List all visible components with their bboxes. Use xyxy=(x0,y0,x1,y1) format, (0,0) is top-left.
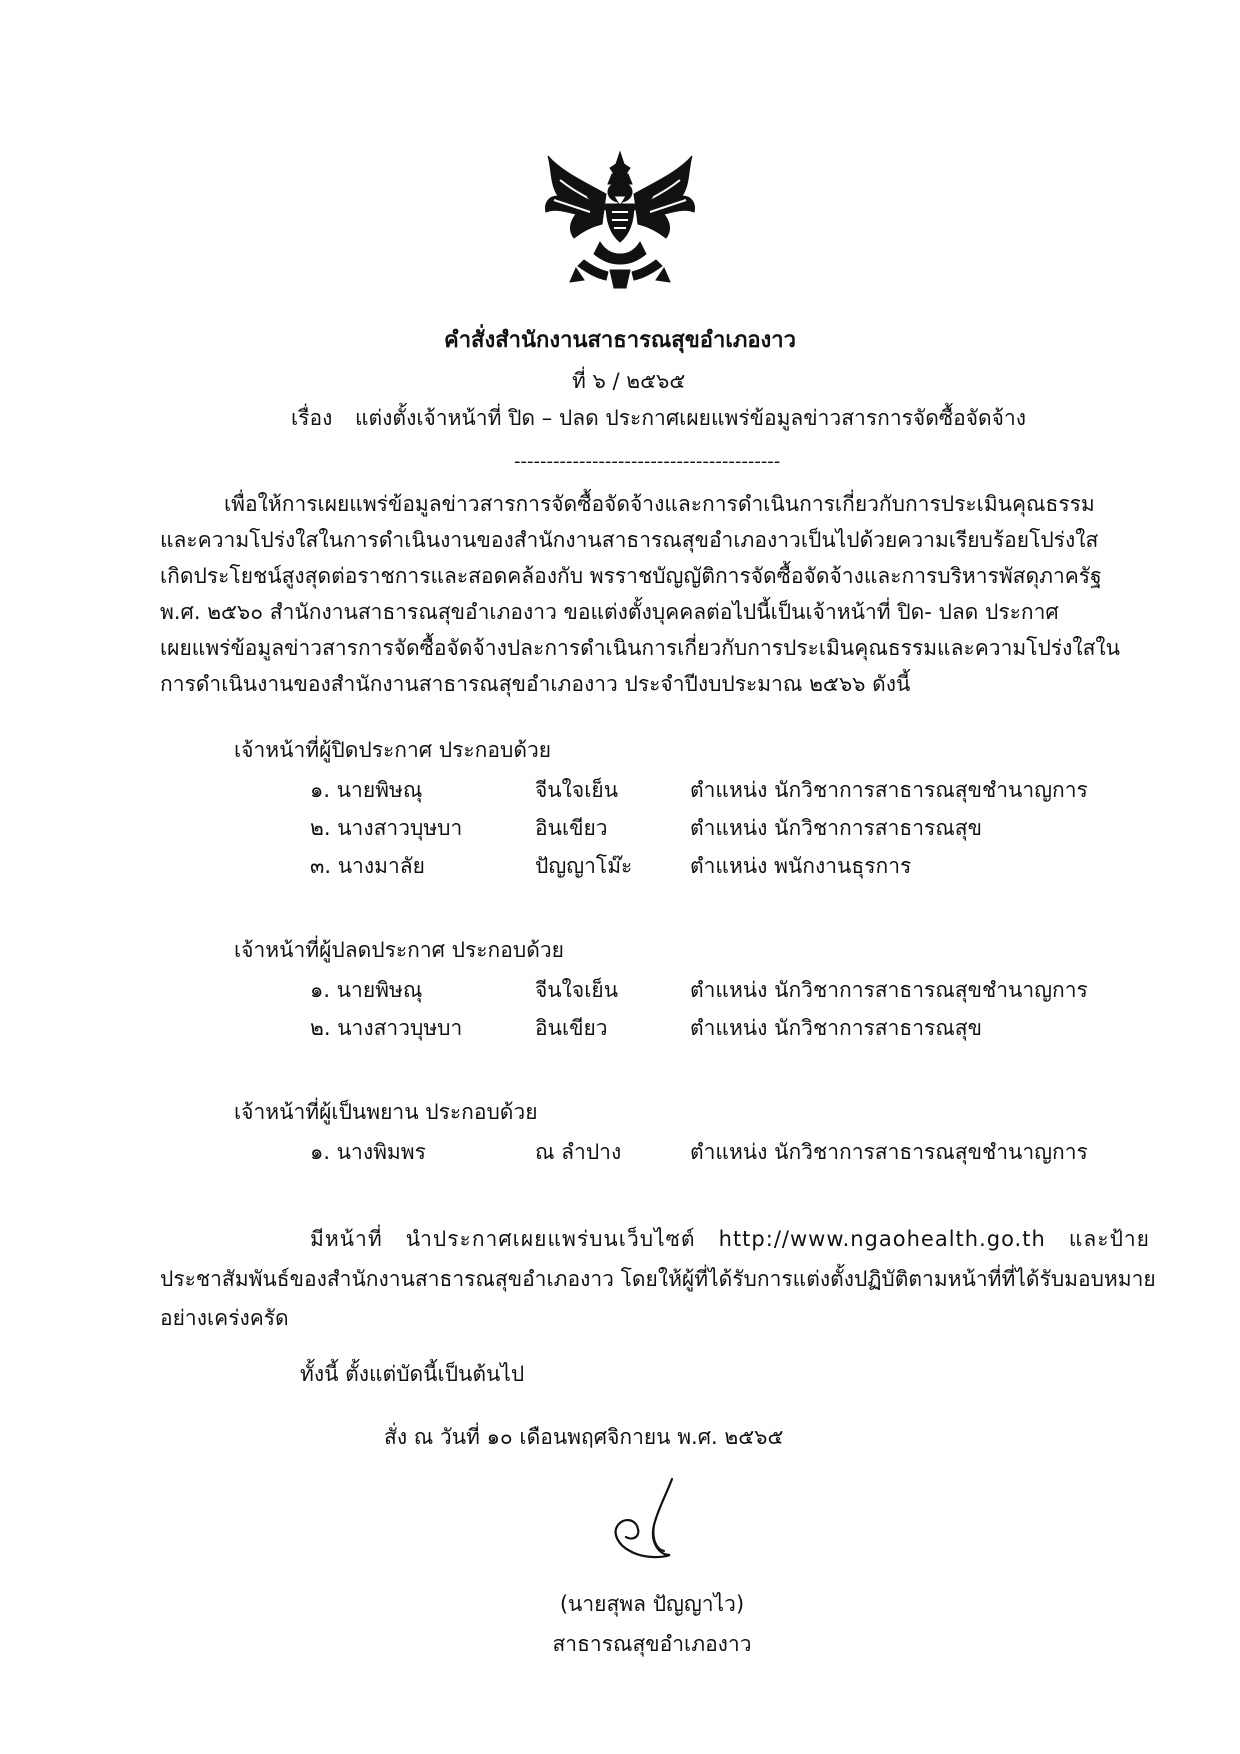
member-surname: จีนใจเย็น xyxy=(535,978,619,1002)
member-name: ๒. นางสาวบุษบา xyxy=(310,1016,463,1040)
member-position: ตำแหน่ง นักวิชาการสาธารณสุขชำนาญการ xyxy=(690,978,1088,1002)
member-name: ๓. นางมาลัย xyxy=(310,854,425,878)
document-title: คำสั่งสำนักงานสาธารณสุขอำเภองาว xyxy=(443,328,797,353)
intro-line: และความโปร่งใสในการดำเนินงานของสำนักงานสาธารณสุขอำเภองาวเป็นไปด้วยความเรียบร้อยโปร่งใส xyxy=(160,528,1099,552)
member-surname: จีนใจเย็น xyxy=(535,778,619,802)
group-heading-removers: เจ้าหน้าที่ผู้ปลดประกาศ ประกอบด้วย xyxy=(234,938,564,962)
member-position: ตำแหน่ง นักวิชาการสาธารณสุขชำนาญการ xyxy=(690,778,1088,802)
member-row xyxy=(0,850,1240,882)
member-position: ตำแหน่ง นักวิชาการสาธารณสุขชำนาญการ xyxy=(690,1140,1088,1164)
duty-line: อย่างเคร่งครัด xyxy=(160,1306,289,1330)
member-position: ตำแหน่ง นักวิชาการสาธารณสุข xyxy=(690,1016,982,1040)
intro-line: พ.ศ. ๒๕๖๐ สำนักงานสาธารณสุขอำเภองาว ขอแต่งตั้งบุคคลต่อไปนี้เป็นเจ้าหน้าที่ ปิด- ปลด ประกาศ xyxy=(160,600,1059,624)
member-row xyxy=(0,812,1240,844)
duty-line: ประชาสัมพันธ์ของสำนักงานสาธารณสุขอำเภองาว โดยให้ผู้ที่ได้รับการแต่งตั้งปฏิบัติตามหน้าที่ที่ได้รับมอบหมาย xyxy=(160,1267,1156,1291)
member-row xyxy=(0,1136,1240,1168)
duty-line: มีหน้าที่ นำประกาศเผยแพร่บนเว็บไซต์ http://www.ngaohealth.go.th และป้าย xyxy=(310,1227,1150,1251)
member-name: ๑. นายพิษณุ xyxy=(310,778,423,802)
divider-line: ----------------------------------------- xyxy=(514,451,781,472)
group-heading-witnesses: เจ้าหน้าที่ผู้เป็นพยาน ประกอบด้วย xyxy=(234,1100,538,1124)
member-surname: อินเขียว xyxy=(535,1016,608,1040)
group-heading-posters: เจ้าหน้าที่ผู้ปิดประกาศ ประกอบด้วย xyxy=(234,738,552,762)
subject-text: แต่งตั้งเจ้าหน้าที่ ปิด – ปลด ประกาศเผยแพร่ข้อมูลข่าวสารการจัดซื้อจัดจ้าง xyxy=(355,406,1026,430)
signer-name: (นายสุพล ปัญญาไว) xyxy=(559,1592,745,1616)
member-surname: ปัญญาโม๊ะ xyxy=(535,854,633,878)
member-name: ๒. นางสาวบุษบา xyxy=(310,816,463,840)
member-name: ๑. นางพิมพร xyxy=(310,1140,426,1164)
member-position: ตำแหน่ง พนักงานธุรการ xyxy=(690,854,912,878)
intro-paragraph xyxy=(160,486,1145,702)
handwritten-signature-icon xyxy=(600,1475,690,1565)
intro-line: การดำเนินงานของสำนักงานสาธารณสุขอำเภองาว ประจำปีงบประมาณ ๒๕๖๖ ดังนี้ xyxy=(160,672,911,696)
member-row xyxy=(0,774,1240,806)
member-surname: ณ ลำปาง xyxy=(535,1140,622,1164)
garuda-emblem-icon xyxy=(540,150,700,290)
member-position: ตำแหน่ง นักวิชาการสาธารณสุข xyxy=(690,816,982,840)
intro-line: เกิดประโยชน์สูงสุดต่อราชการและสอดคล้องกับ พรราชบัญญัติการจัดซื้อจัดจ้างและการบริหารพัสดุภาครัฐ xyxy=(160,564,1102,588)
member-name: ๑. นายพิษณุ xyxy=(310,978,423,1002)
signer-title: สาธารณสุขอำเภองาว xyxy=(552,1632,752,1656)
member-row xyxy=(0,974,1240,1006)
effective-statement: ทั้งนี้ ตั้งแต่บัดนี้เป็นต้นไป xyxy=(300,1362,525,1386)
subject-label: เรื่อง xyxy=(291,406,333,430)
member-surname: อินเขียว xyxy=(535,816,608,840)
document-number: ที่ ๖ / ๒๕๖๕ xyxy=(572,369,686,393)
intro-line: เพื่อให้การเผยแพร่ข้อมูลข่าวสารการจัดซื้อจัดจ้างและการดำเนินการเกี่ยวกับการประเมินคุณธรรม xyxy=(224,492,1095,516)
order-date: สั่ง ณ วันที่ ๑๐ เดือนพฤศจิกายน พ.ศ. ๒๕๖๕ xyxy=(384,1425,784,1449)
member-row xyxy=(0,1012,1240,1044)
intro-line: เผยแพร่ข้อมูลข่าวสารการจัดซื้อจัดจ้างปละการดำเนินการเกี่ยวกับการประเมินคุณธรรมและความโปร่งใสใน xyxy=(160,636,1121,660)
